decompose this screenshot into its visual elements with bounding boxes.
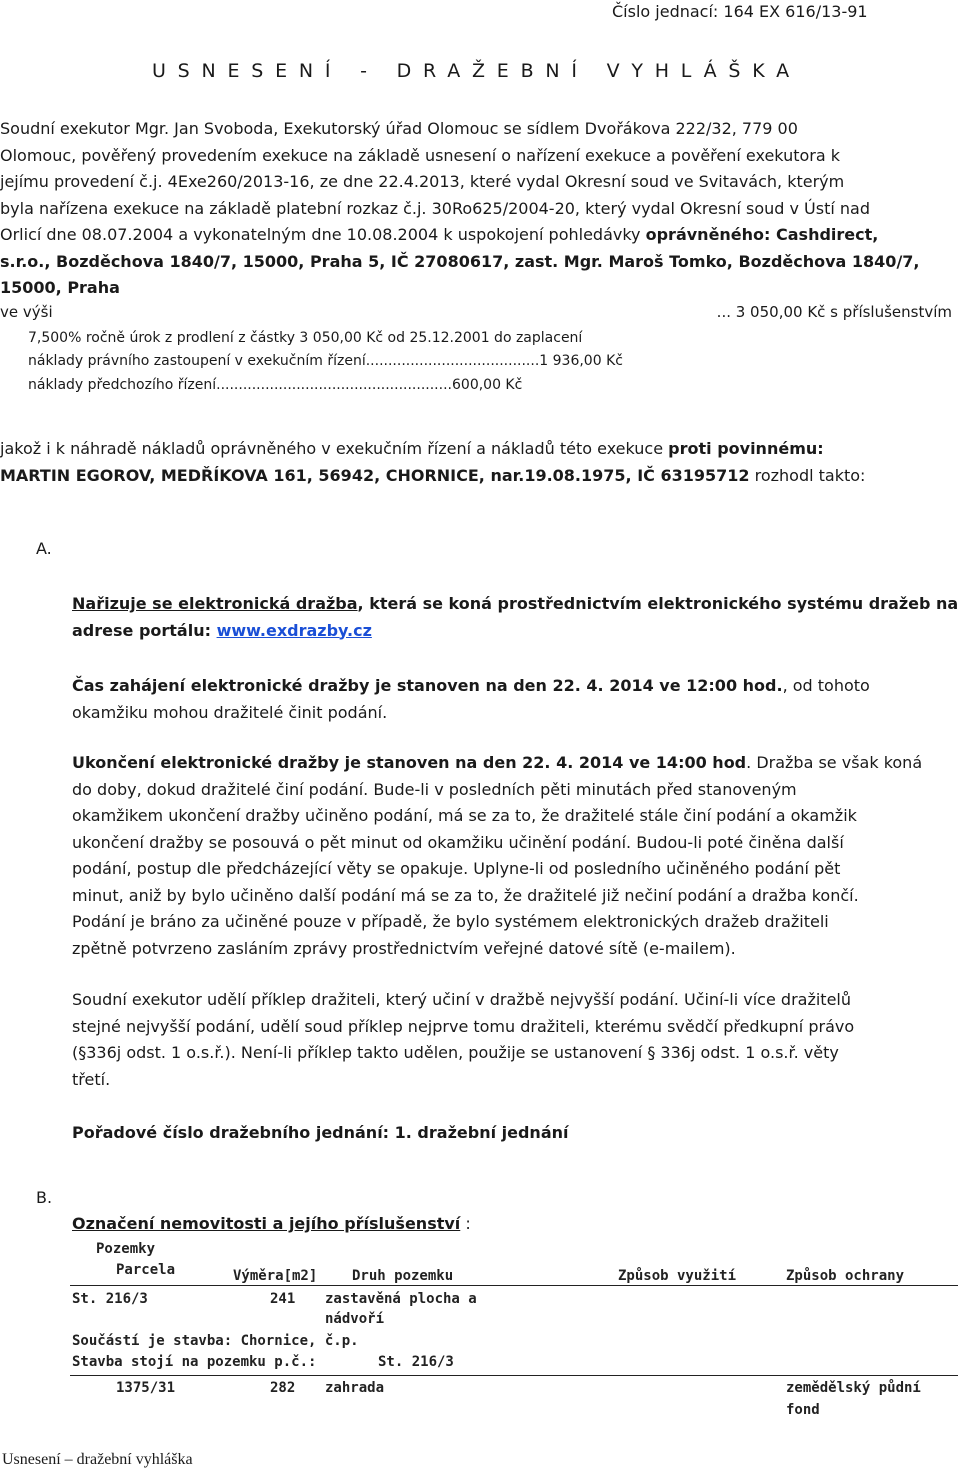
creditor-line: 15000, Praha — [0, 278, 120, 297]
page-footer: Usnesení – dražební vyhláška — [2, 1451, 193, 1468]
table-header-rule — [70, 1285, 958, 1286]
auction-order-title: Nařizuje se elektronická dražba — [72, 594, 358, 613]
row1-building-parcel: St. 216/3 — [378, 1354, 454, 1370]
col-type: Druh pozemku — [352, 1268, 454, 1284]
intro-line: jejímu provedení č.j. 4Exe260/2013-16, ze dne 22.4.2013, které vydal Okresní soud ve Svitavách, kterým — [0, 172, 845, 191]
intro-line: Olomouc, pověřený provedením exekuce na základě usnesení o nařízení exekuce a pověření exekutora k — [0, 145, 841, 165]
col-parcel: Parcela — [116, 1262, 176, 1278]
claim-label: ve výši — [0, 303, 53, 321]
row2-type: zahrada — [325, 1380, 385, 1396]
claim-legal-costs: náklady právního zastoupení v exekučním řízení.......................................1 936,00 Kč — [28, 353, 623, 369]
claim-prior-costs: náklady předchozího řízení.....................................................600,00 Kč — [28, 377, 523, 393]
claim-interest: 7,500% ročně úrok z prodlení z částky 3 050,00 Kč od 25.12.2001 do zaplacení — [28, 330, 583, 346]
section-b-label: B. — [36, 1188, 53, 1207]
debtor-paragraph — [0, 436, 865, 489]
row2-parcel: 1375/31 — [116, 1380, 176, 1396]
col-protection: Způsob ochrany — [786, 1268, 905, 1284]
creditor-label: oprávněného: Cashdirect, — [645, 225, 879, 244]
case-number: Číslo jednací: 164 EX 616/13-91 — [612, 2, 868, 21]
auction-end: Ukončení elektronické dražby je stanoven na den 22. 4. 2014 ve 14:00 hod. Dražba se však koná do doby, dokud dražitelé činí podání. Bude-li v posledních pěti minutách před stanoveným okamžikem ukončení dražby učiněno podání, má se za to, že dražitelé stále činí podání a okamžik ukončení dražby se posouvá o pět minut od okamžiku učinění podání. Budou-li poté činěna další podání, postup dle předcházející věty se opakuje. Uplyne-li od posledního učiněného podání pět minut, aniž by bylo učiněno další podání má se za to, že dražitelé již nečiní podání a dražba končí. Podání je bráno za učiněné pouze v případě, že bylo systémem elektronických dražeb dražiteli zpětně potvrzeno zasláním zprávy prostřednictvím veřejné datové sítě (e-mailem). — [72, 753, 923, 958]
row1-type-cont: nádvoří — [325, 1311, 385, 1327]
col-area: Výměra[m2] — [233, 1268, 318, 1284]
intro-paragraph — [0, 116, 920, 302]
row1-area: 241 — [270, 1291, 296, 1307]
row2-area: 282 — [270, 1380, 296, 1396]
row1-part: Součástí je stavba: Chornice, č.p. — [72, 1333, 359, 1349]
row1-parcel: St. 216/3 — [72, 1291, 148, 1307]
intro-line — [0, 222, 920, 249]
col-use: Způsob využití — [618, 1268, 737, 1284]
row1-type: zastavěná plocha a — [325, 1291, 477, 1307]
auction-start: Čas zahájení elektronické dražby je stanoven na den 22. 4. 2014 ve 12:00 hod., od tohoto okamžiku mohou dražitelé činit podání. — [72, 676, 870, 722]
intro-line: Soudní exekutor Mgr. Jan Svoboda, Exekutorský úřad Olomouc se sídlem Dvořákova 222/32, 779 00 — [0, 119, 798, 138]
section-a-label: A. — [36, 539, 52, 558]
creditor-line: s.r.o., Bozděchova 1840/7, 15000, Praha 5, IČ 27080617, zast. Mgr. Maroš Tomko, Bozděchova 1840/7, — [0, 251, 920, 271]
auction-order: Nařizuje se elektronická dražba, která se koná prostřednictvím elektronického systému dražeb na adrese portálu: www.exdrazby.cz — [72, 594, 959, 640]
row1-building: Stavba stojí na pozemku p.č.: — [72, 1354, 317, 1370]
debtor-line: jakož i k náhradě nákladů oprávněného v exekučním řízení a nákladů této exekuce proti povinnému: — [0, 439, 824, 458]
intro-text: Orlicí dne 08.07.2004 a vykonatelným dne 10.08.2004 k uspokojení pohledávky — [0, 225, 646, 244]
table-row-rule — [70, 1375, 958, 1376]
document-title: USNESENÍ - DRAŽEBNÍ VYHLÁŠKA — [152, 60, 801, 82]
table-group-label: Pozemky — [96, 1241, 156, 1257]
bid-rules: Soudní exekutor udělí příklep dražiteli, který učiní v dražbě nejvyšší podání. Učiní-li více dražitelů stejné nejvyšší podání, udělí soud příklep nejprve tomu dražiteli, kterému svědčí předkupní právo (§336j odst. 1 o.s.ř.). Není-li příklep takto udělen, použije se ustanovení § 336j odst. 1 o.s.ř. věty třetí. — [72, 990, 855, 1089]
row2-protection: zemědělský půdní — [786, 1380, 921, 1396]
property-heading: Označení nemovitosti a jejího příslušenství : — [72, 1214, 471, 1233]
row2-protection-cont: fond — [786, 1402, 820, 1418]
claim-value: ... 3 050,00 Kč s příslušenstvím — [716, 303, 952, 321]
auction-order-number: Pořadové číslo dražebního jednání: 1. dražební jednání — [72, 1123, 569, 1142]
claim-amount-row — [0, 303, 952, 321]
debtor-line: MARTIN EGOROV, MEDŘÍKOVA 161, 56942, CHORNICE, nar.19.08.1975, IČ 63195712 rozhodl takto: — [0, 465, 866, 485]
portal-link[interactable]: www.exdrazby.cz — [216, 620, 372, 640]
intro-line: byla nařízena exekuce na základě platební rozkaz č.j. 30Ro625/2004-20, který vydal Okresní soud v Ústí nad — [0, 198, 870, 218]
